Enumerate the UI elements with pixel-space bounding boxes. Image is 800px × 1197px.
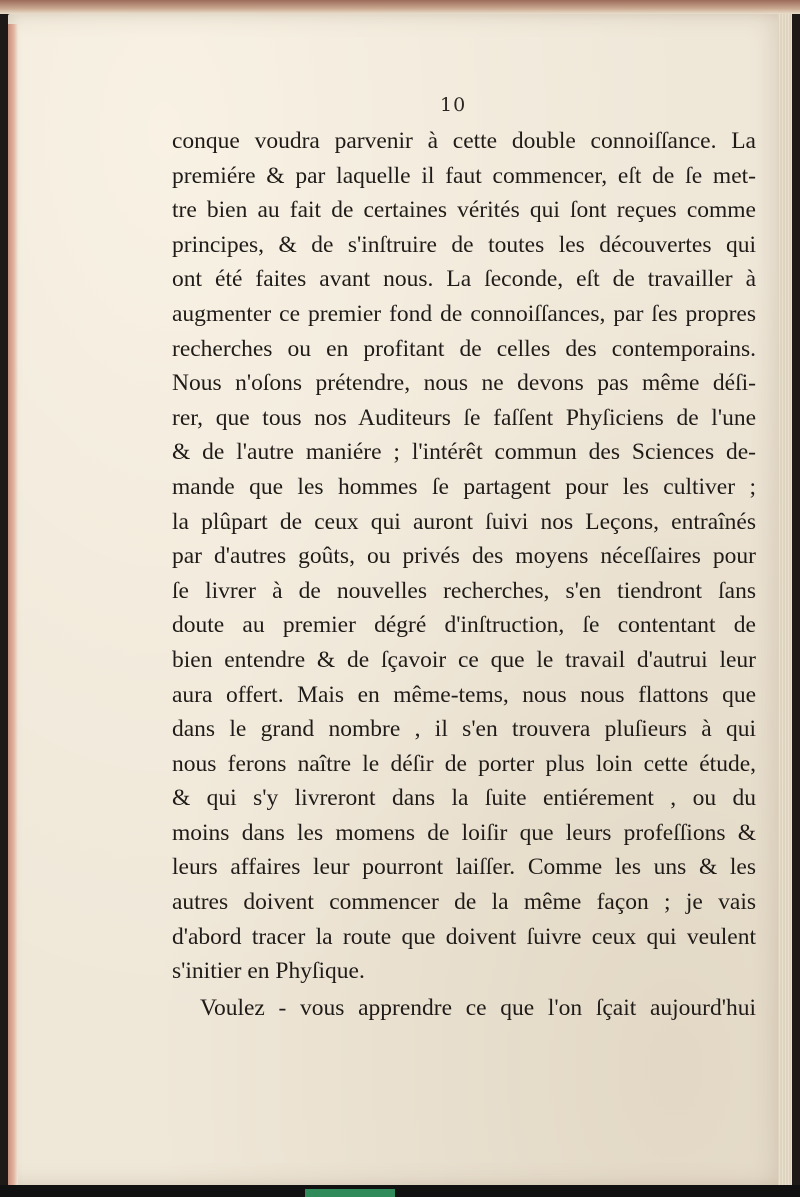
page-number: 10 <box>440 94 467 116</box>
text-line-14: ſe livrer à de nouvelles recherches, s'en tiendront ſans <box>172 577 756 604</box>
text-line-10: & de l'autre maniére ; l'intérêt commun des Sciences de- <box>172 439 756 466</box>
text-line-22: leurs affaires leur pourront laiſſer. Comme les uns & les <box>172 854 756 881</box>
text-line-23: autres doivent commencer de la même façon ; je vais <box>172 889 756 916</box>
text-line-18: dans le grand nombre , il s'en trouvera pluſieurs à qui <box>172 716 756 743</box>
text-line-20: & qui s'y livreront dans la ſuite entiérement , ou du <box>172 785 756 812</box>
book-top-edge <box>0 0 800 14</box>
page-fore-edge <box>778 14 792 1197</box>
text-line-2: premiére & par laquelle il faut commencer, eſt de ſe met- <box>172 162 756 189</box>
text-line-1: conque voudra parvenir à cette double connoiſſance. La <box>172 128 756 154</box>
text-line-9: rer, que tous nos Auditeurs ſe faſſent Phyſiciens de l'une <box>172 404 756 431</box>
body-text <box>172 124 756 1025</box>
scan-bottom-border <box>0 1185 800 1197</box>
text-line-21: moins dans les momens de loiſir que leurs profeſſions & <box>172 819 756 846</box>
text-line-5: ont été faites avant nous. La ſeconde, eſt de travailler à <box>172 266 756 293</box>
text-line-3: tre bien au fait de certaines vérités qui ſont reçues comme <box>172 197 756 224</box>
text-line-4: principes, & de s'inſtruire de toutes les découvertes qui <box>172 231 756 258</box>
text-line-15: doute au premier dégré d'inſtruction, ſe contentant de <box>172 612 756 639</box>
bookmark-ribbon <box>305 1189 395 1197</box>
text-line-7: recherches ou en profitant de celles des contemporains. <box>172 335 756 362</box>
text-line-11: mande que les hommes ſe partagent pour les cultiver ; <box>172 473 756 500</box>
page-left-edge <box>8 24 18 1197</box>
text-line-24: d'abord tracer la route que doivent ſuivre ceux qui veulent <box>172 923 756 950</box>
text-line-12: la plûpart de ceux qui auront ſuivi nos Leçons, entraînés <box>172 508 756 535</box>
text-line-6: augmenter ce premier fond de connoiſſances, par ſes propres <box>172 300 756 327</box>
text-line-17: aura offert. Mais en même-tems, nous nous flattons que <box>172 681 756 708</box>
text-line-19: nous ferons naître le déſir de porter plus loin cette étude, <box>172 750 756 777</box>
text-line-26: Voulez - vous apprendre ce que l'on ſçait aujourd'hui <box>200 994 756 1021</box>
text-line-25: s'initier en Phyſique. <box>172 958 365 985</box>
text-line-16: bien entendre & de ſçavoir ce que le travail d'autrui leur <box>172 646 756 673</box>
text-line-13: par d'autres goûts, ou privés des moyens néceſſaires pour <box>172 543 756 570</box>
text-line-8: Nous n'oſons prétendre, nous ne devons pas même déſi- <box>172 370 756 397</box>
